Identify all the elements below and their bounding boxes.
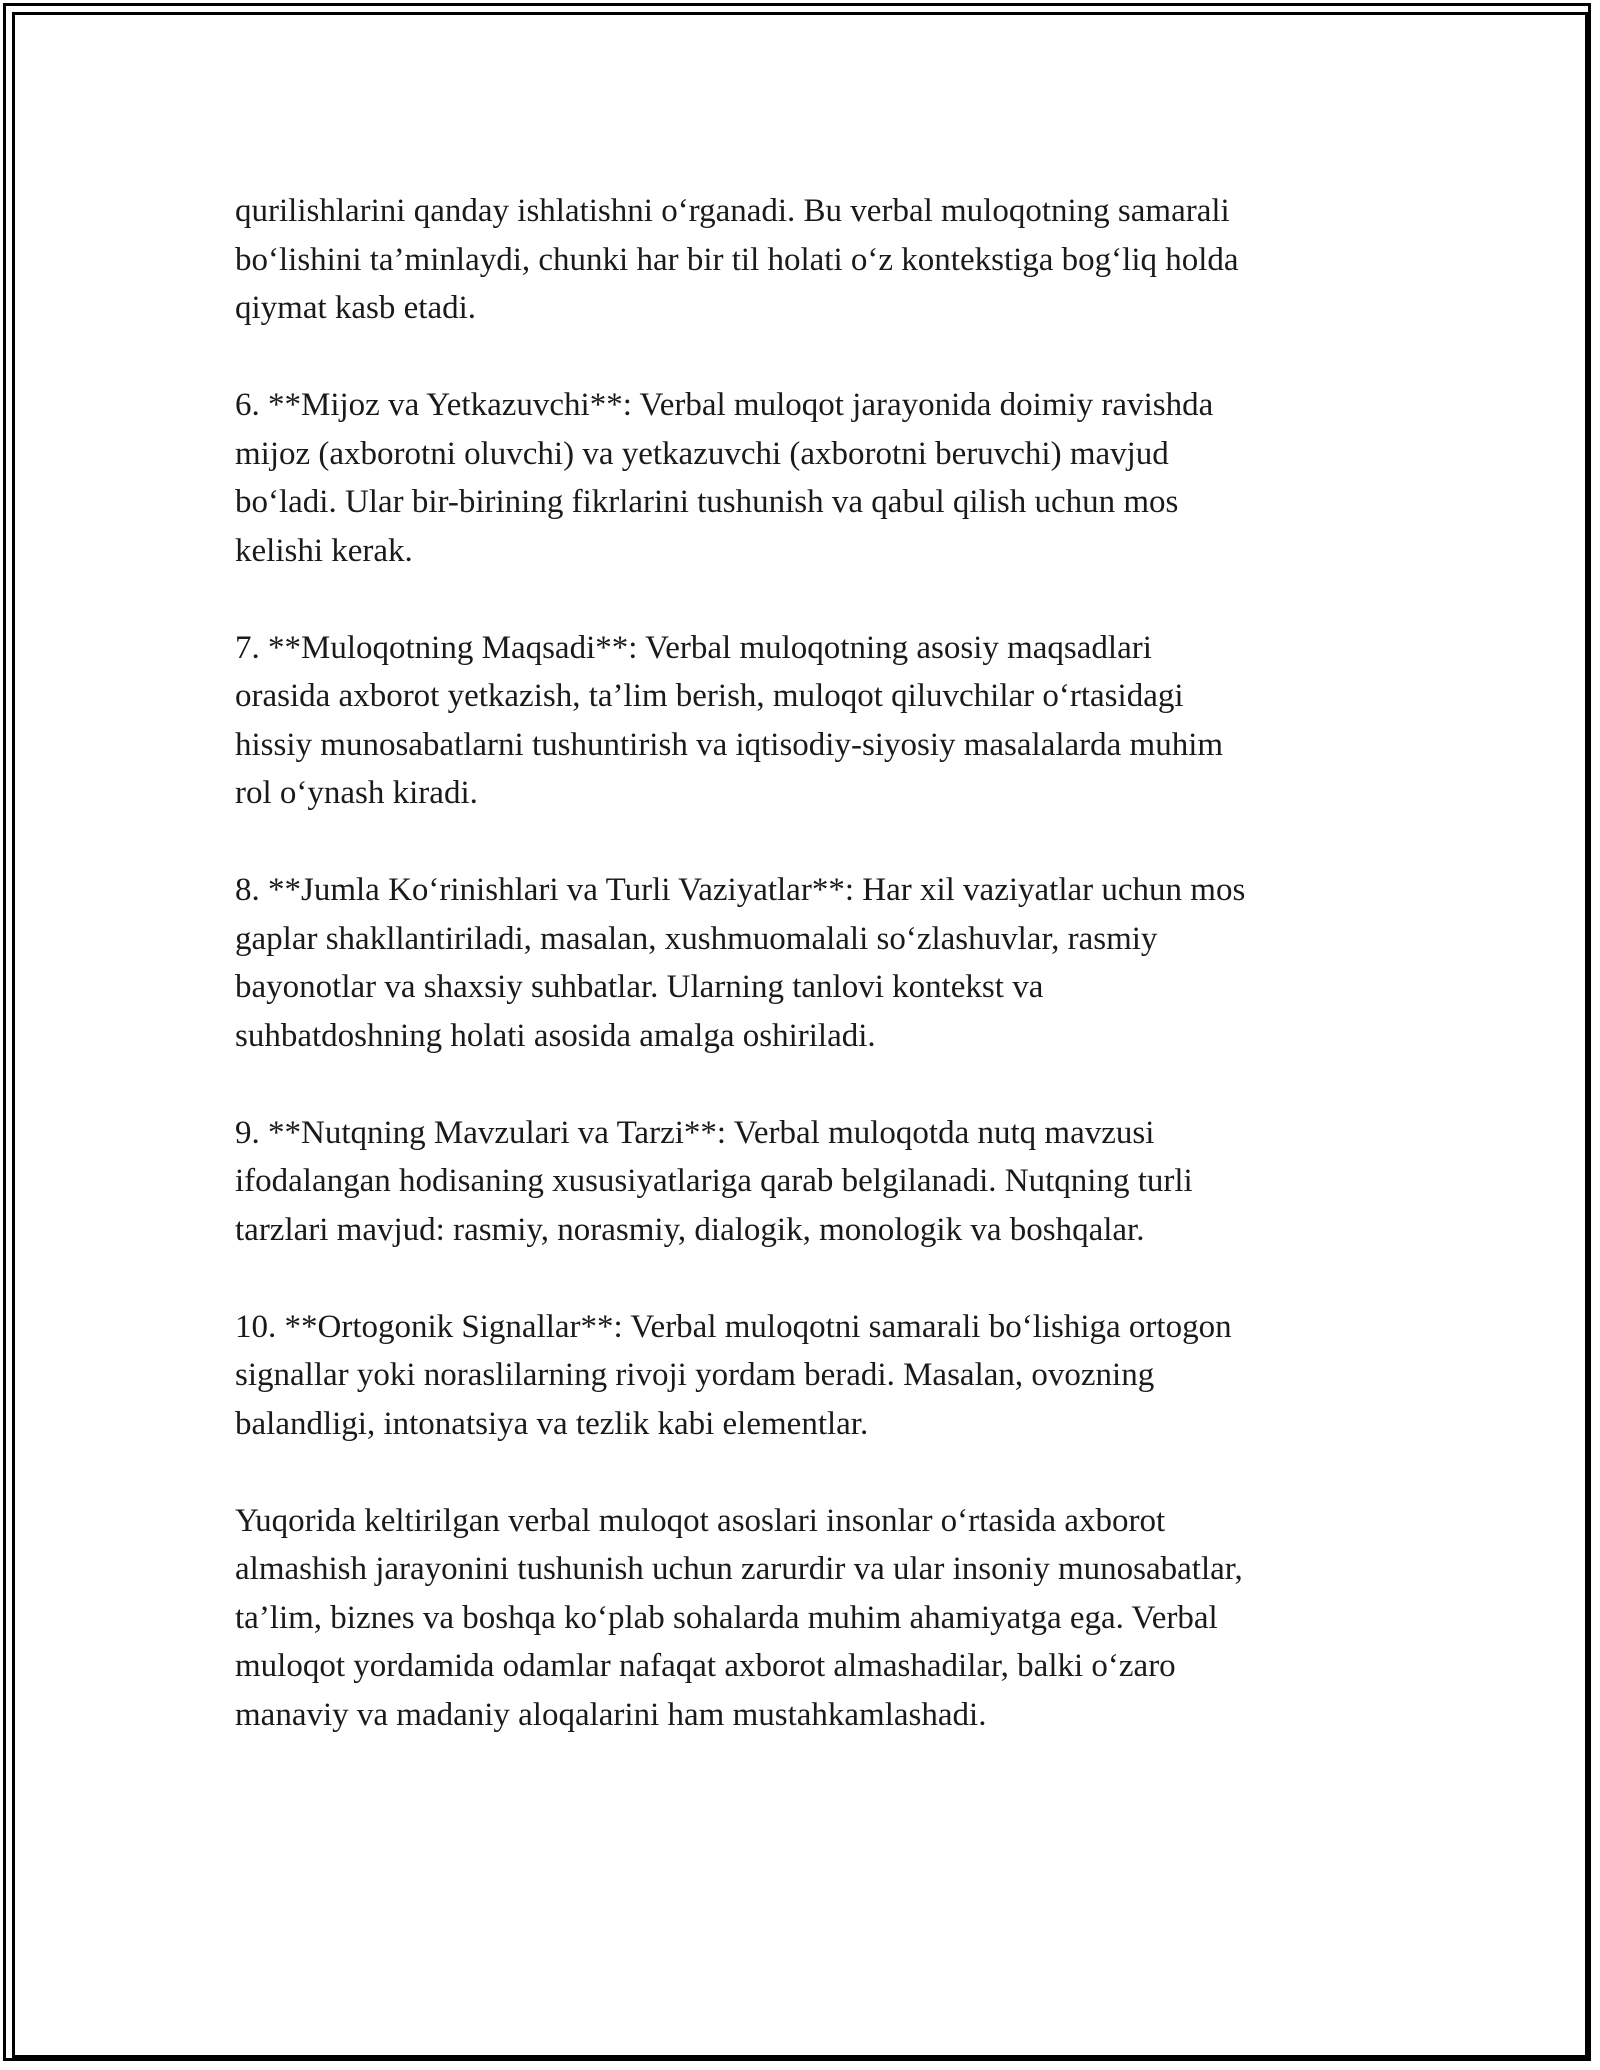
- document-body: [235, 187, 1370, 1788]
- paragraph-continuation: qurilishlarini qanday ishlatishni o‘rganadi. Bu verbal muloqotning samarali bo‘lishini ta’minlaydi, chunki har bir til holati o‘z kontekstiga bog‘liq holda qiymat kasb etadi.: [235, 193, 1239, 326]
- paragraph-item-6: 6. **Mijoz va Yetkazuvchi**: Verbal muloqot jarayonida doimiy ravishda mijoz (axborotni oluvchi) va yetkazuvchi (axborotni beruvchi) mavjud bo‘ladi. Ular bir-birining fikrlarini tushunish va qabul qilish uchun mos kelishi kerak.: [235, 387, 1214, 569]
- paragraph-item-9: 9. **Nutqning Mavzulari va Tarzi**: Verbal muloqotda nutq mavzusi ifodalangan hodisaning xususiyatlariga qarab belgilanadi. Nutqning turli tarzlari mavjud: rasmiy, norasmiy, dialogik, monologik va boshqalar.: [235, 1114, 1193, 1248]
- paragraph-item-7: 7. **Muloqotning Maqsadi**: Verbal muloqotning asosiy maqsadlari orasida axborot yetkazish, ta’lim berish, muloqot qiluvchilar o‘rtasidagi hissiy munosabatlarni tushuntirish va iqtisodiy-siyosiy masalalarda muhim rol o‘ynash kiradi.: [235, 629, 1224, 811]
- paragraph-item-8: 8. **Jumla Ko‘rinishlari va Turli Vaziyatlar**: Har xil vaziyatlar uchun mos gaplar shakllantiriladi, masalan, xushmuomalali so‘zlashuvlar, rasmiy bayonotlar va shaxsiy suhbatlar. Ularning tanlovi kontekst va suhbatdoshning holati asosida amalga oshiriladi.: [235, 872, 1246, 1054]
- paragraph-item-10: 10. **Ortogonik Signallar**: Verbal muloqotni samarali bo‘lishiga ortogon signallar yoki noraslilarning rivoji yordam beradi. Masalan, ovozning balandligi, intonatsiya va tezlik kabi elementlar.: [235, 1308, 1232, 1442]
- paragraph-conclusion: Yuqorida keltirilgan verbal muloqot asoslari insonlar o‘rtasida axborot almashish jarayonini tushunish uchun zarurdir va ular insoniy munosabatlar, ta’lim, biznes va boshqa ko‘plab sohalarda muhim ahamiyatga ega. Verbal muloqot yordamida odamlar nafaqat axborot almashadilar, balki o‘zaro manaviy va madaniy aloqalarini ham mustahkamlashadi.: [235, 1502, 1243, 1733]
